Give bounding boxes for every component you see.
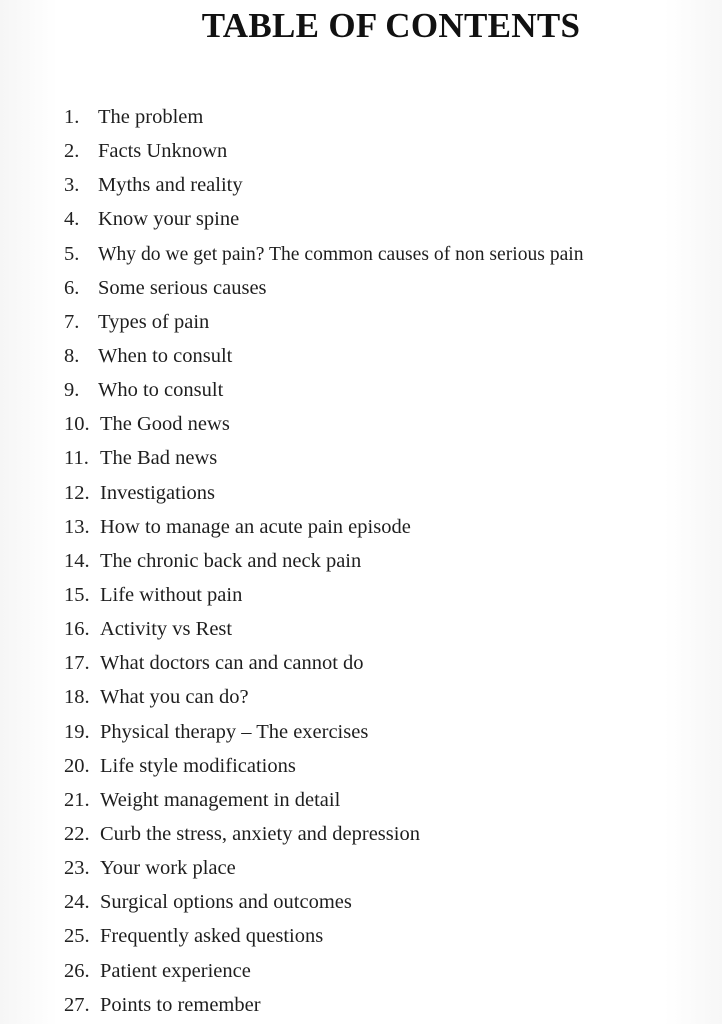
toc-entry-title: The problem (98, 106, 204, 128)
toc-entry-title: Weight management in detail (100, 788, 341, 811)
toc-entry-title: How to manage an acute pain episode (100, 515, 411, 538)
toc-entry-number: 13. (64, 515, 90, 538)
toc-entry (64, 271, 714, 305)
toc-entry (64, 305, 714, 339)
toc-entry (64, 749, 714, 783)
toc-entry-number: 8. (64, 344, 80, 367)
toc-entry-number: 14. (64, 549, 90, 572)
toc-entry (64, 715, 714, 749)
toc-entry-title: Your work place (100, 857, 236, 880)
toc-entry-title: The Good news (100, 413, 230, 436)
toc-entry (64, 134, 714, 168)
toc-entry (64, 954, 714, 988)
toc-entry-number: 24. (64, 891, 90, 914)
toc-entry-number: 16. (64, 618, 90, 641)
toc-entry (64, 885, 714, 919)
toc-entry-title: Investigations (100, 481, 216, 504)
toc-entry (64, 612, 714, 646)
toc-entry-title: Life without pain (100, 583, 243, 606)
toc-entry-number: 12. (64, 481, 90, 504)
toc-entry-number: 19. (64, 720, 90, 743)
toc-entry-title: Myths and reality (98, 174, 243, 197)
toc-entry (64, 476, 714, 510)
toc-entry-number: 17. (64, 652, 90, 675)
toc-entry-number: 21. (64, 788, 90, 811)
toc-entry-number: 22. (64, 822, 90, 845)
toc-entry-number: 25. (64, 925, 90, 948)
toc-entry-number: 20. (64, 754, 90, 777)
toc-entry-number: 18. (64, 686, 90, 709)
toc-entry-title: What doctors can and cannot do (100, 652, 364, 675)
toc-entry (64, 817, 714, 851)
toc-entry-title: The Bad news (100, 447, 218, 470)
toc-entry (64, 339, 714, 373)
toc-entry-number: 7. (64, 310, 80, 333)
toc-entry-title: What you can do? (100, 686, 249, 709)
toc-entry (64, 202, 714, 236)
toc-entry-title: Points to remember (100, 993, 261, 1016)
toc-entry (64, 168, 714, 202)
toc-entry (64, 646, 714, 680)
toc-entry-title: Physical therapy – The exercises (100, 720, 369, 743)
toc-entry-title: Types of pain (98, 310, 210, 333)
toc-entry-number: 6. (64, 276, 80, 299)
toc-entry-title: Activity vs Rest (100, 618, 233, 641)
toc-entry-title: Patient experience (100, 959, 251, 982)
toc-entry-title: Some serious causes (98, 276, 267, 299)
toc-entry-number: 3. (64, 174, 80, 197)
toc-entry-number: 26. (64, 959, 90, 982)
toc-entry-number: 11. (64, 447, 89, 470)
toc-entry (64, 441, 714, 475)
toc-entry-title: Facts Unknown (98, 140, 228, 163)
toc-entry-number: 5. (64, 242, 80, 265)
toc-entry (64, 100, 714, 134)
toc-entry-number: 2. (64, 140, 80, 163)
toc-entry-title: Know your spine (98, 208, 240, 231)
toc-entry-number: 1. (64, 106, 80, 128)
toc-entry-number: 23. (64, 857, 90, 880)
toc-entry (64, 851, 714, 885)
toc-entry-title: Life style modifications (100, 754, 296, 777)
table-of-contents-list (64, 100, 714, 1022)
toc-entry-title: Frequently asked questions (100, 925, 324, 948)
toc-entry (64, 578, 714, 612)
toc-entry-number: 10. (64, 413, 90, 436)
toc-entry (64, 988, 714, 1022)
toc-entry-number: 9. (64, 379, 80, 402)
toc-entry-title: Who to consult (98, 379, 224, 402)
toc-entry-title: Surgical options and outcomes (100, 891, 352, 914)
toc-entry (64, 783, 714, 817)
toc-entry (64, 544, 714, 578)
toc-entry (64, 510, 714, 544)
toc-entry (64, 373, 714, 407)
toc-entry-number: 4. (64, 208, 80, 231)
toc-entry (64, 680, 714, 714)
page-title: TABLE OF CONTENTS (201, 6, 581, 45)
toc-entry-title: Curb the stress, anxiety and depression (100, 822, 420, 845)
toc-entry-number: 27. (64, 993, 90, 1016)
toc-entry-title: The chronic back and neck pain (100, 549, 362, 572)
toc-entry (64, 237, 714, 271)
toc-entry-title: When to consult (98, 344, 233, 367)
toc-entry-number: 15. (64, 583, 90, 606)
toc-entry (64, 919, 714, 953)
toc-entry (64, 407, 714, 441)
toc-entry-title: Why do we get pain? The common causes of non serious pain (98, 243, 584, 265)
